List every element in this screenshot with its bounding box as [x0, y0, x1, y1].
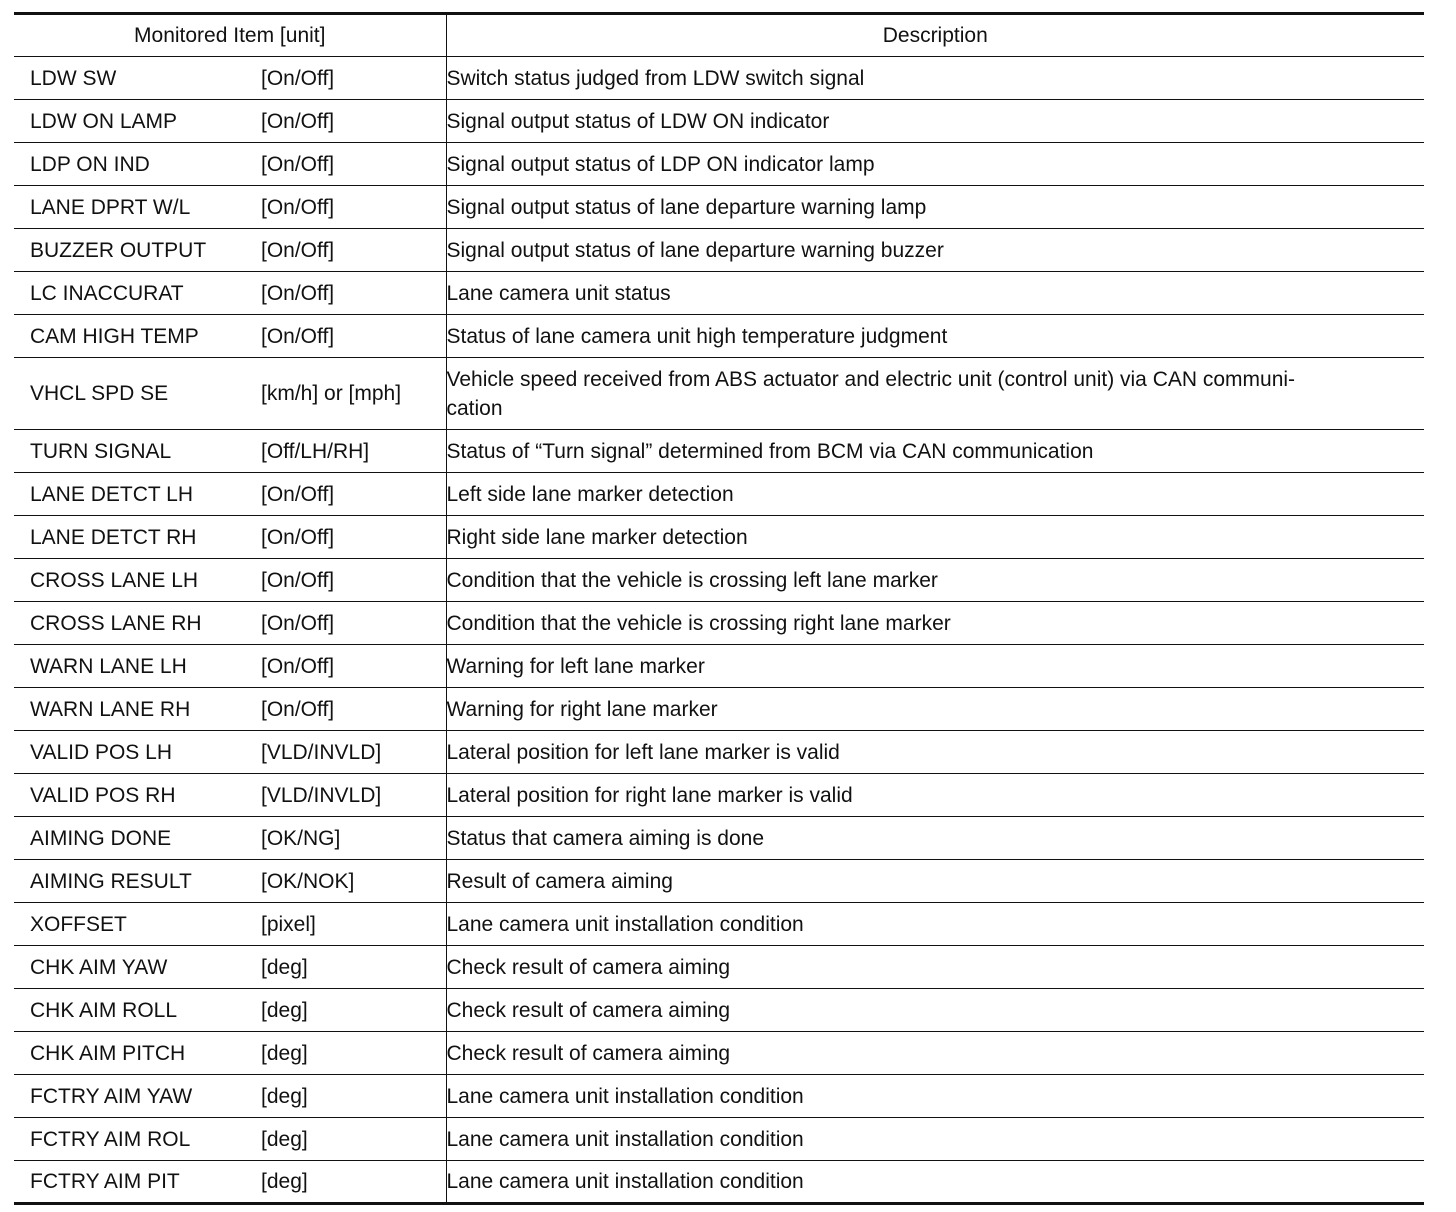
description-text: Signal output status of lane departure warning lamp	[446, 195, 927, 219]
table-row	[14, 602, 1424, 645]
monitored-item-cell	[14, 559, 446, 602]
item-unit: [km/h] or [mph]	[261, 382, 402, 405]
description-cell	[446, 559, 1424, 602]
item-name: FCTRY AIM ROL	[30, 1127, 191, 1151]
monitored-item-cell	[14, 186, 446, 229]
item-unit: [On/Off]	[261, 611, 335, 635]
table-row	[14, 100, 1424, 143]
description-cell	[446, 817, 1424, 860]
item-unit: [On/Off]	[261, 66, 335, 90]
monitored-item-cell	[14, 315, 446, 358]
description-text: Check result of camera aiming	[446, 998, 731, 1022]
monitored-item-cell	[14, 57, 446, 100]
monitored-item-cell	[14, 731, 446, 774]
monitored-item-cell	[14, 473, 446, 516]
item-name: AIMING DONE	[30, 826, 172, 850]
item-name: BUZZER OUTPUT	[30, 238, 207, 262]
monitored-item-cell	[14, 1032, 446, 1075]
description-text: Vehicle speed received from ABS actuator and electric unit (control unit) via CAN communi-	[446, 367, 1296, 391]
description-text: Lane camera unit installation condition	[446, 1084, 804, 1108]
monitored-item-cell	[14, 100, 446, 143]
monitored-item-cell	[14, 645, 446, 688]
item-unit: [On/Off]	[261, 482, 335, 506]
header-monitored-item: Monitored Item [unit]	[14, 14, 446, 57]
description-cell	[446, 1032, 1424, 1075]
monitored-item-cell	[14, 989, 446, 1032]
item-name: CHK AIM ROLL	[30, 998, 178, 1022]
description-text-continued: cation	[446, 396, 503, 420]
table-row	[14, 1161, 1424, 1204]
item-name: VALID POS LH	[30, 740, 172, 764]
item-unit: [On/Off]	[261, 281, 335, 305]
monitored-item-cell	[14, 430, 446, 473]
description-text: Condition that the vehicle is crossing right lane marker	[446, 611, 951, 635]
description-cell	[446, 989, 1424, 1032]
monitored-item-cell	[14, 1161, 446, 1204]
item-unit: [On/Off]	[261, 697, 335, 721]
item-name: WARN LANE LH	[30, 654, 187, 678]
description-cell	[446, 774, 1424, 817]
item-unit: [On/Off]	[261, 654, 335, 678]
table-row	[14, 186, 1424, 229]
description-cell	[446, 516, 1424, 559]
monitored-item-cell	[14, 143, 446, 186]
monitored-item-cell	[14, 516, 446, 559]
description-text: Right side lane marker detection	[446, 525, 748, 549]
description-text: Left side lane marker detection	[446, 482, 734, 506]
description-cell	[446, 946, 1424, 989]
table-row	[14, 272, 1424, 315]
table-row	[14, 430, 1424, 473]
item-unit: [On/Off]	[261, 525, 335, 549]
table-row	[14, 731, 1424, 774]
item-name: CAM HIGH TEMP	[30, 324, 199, 348]
monitored-item-cell	[14, 688, 446, 731]
table-row	[14, 1032, 1424, 1075]
description-text: Lateral position for left lane marker is valid	[446, 740, 840, 764]
description-cell	[446, 602, 1424, 645]
item-unit: [On/Off]	[261, 238, 335, 262]
item-unit: [deg]	[261, 1170, 308, 1193]
table-row	[14, 860, 1424, 903]
description-text: Switch status judged from LDW switch signal	[446, 66, 865, 90]
description-text: Lane camera unit installation condition	[446, 912, 804, 936]
item-unit: [VLD/INVLD]	[261, 740, 382, 764]
description-cell	[446, 57, 1424, 100]
item-name: CHK AIM YAW	[30, 955, 168, 979]
description-cell	[446, 1118, 1424, 1161]
description-text: Result of camera aiming	[446, 869, 673, 893]
description-text: Signal output status of lane departure warning buzzer	[446, 238, 944, 262]
table-row	[14, 645, 1424, 688]
item-name: CROSS LANE RH	[30, 611, 202, 635]
description-text: Condition that the vehicle is crossing left lane marker	[446, 568, 938, 592]
item-name: LDP ON IND	[30, 152, 150, 176]
item-name: LANE DETCT RH	[30, 525, 197, 549]
description-text: Warning for left lane marker	[446, 654, 705, 678]
table-row	[14, 1075, 1424, 1118]
monitored-item-cell	[14, 1075, 446, 1118]
description-cell	[446, 100, 1424, 143]
description-cell	[446, 358, 1424, 430]
description-text: Check result of camera aiming	[446, 955, 731, 979]
description-cell	[446, 315, 1424, 358]
item-unit: [On/Off]	[261, 568, 335, 592]
item-name: VALID POS RH	[30, 783, 176, 807]
item-unit: [pixel]	[261, 912, 316, 936]
description-cell	[446, 143, 1424, 186]
monitored-item-cell	[14, 1118, 446, 1161]
table-row	[14, 315, 1424, 358]
item-unit: [On/Off]	[261, 152, 335, 176]
description-cell	[446, 473, 1424, 516]
description-text: Lane camera unit status	[446, 281, 671, 305]
table-row	[14, 143, 1424, 186]
description-cell	[446, 860, 1424, 903]
item-unit: [deg]	[261, 1084, 308, 1108]
table-row	[14, 229, 1424, 272]
item-unit: [OK/NG]	[261, 826, 341, 850]
item-unit: [On/Off]	[261, 195, 335, 219]
table-row	[14, 946, 1424, 989]
monitored-item-cell	[14, 774, 446, 817]
monitored-item-cell	[14, 602, 446, 645]
table-row	[14, 1118, 1424, 1161]
description-text: Lane camera unit installation condition	[446, 1170, 804, 1193]
monitored-item-cell	[14, 946, 446, 989]
header-description: Description	[446, 14, 1424, 57]
item-unit: [On/Off]	[261, 324, 335, 348]
table-row	[14, 817, 1424, 860]
description-text: Check result of camera aiming	[446, 1041, 731, 1065]
item-name: LC INACCURAT	[30, 281, 184, 305]
item-unit: [On/Off]	[261, 109, 335, 133]
description-text: Status that camera aiming is done	[446, 826, 765, 850]
monitored-item-cell	[14, 860, 446, 903]
item-unit: [deg]	[261, 1127, 308, 1151]
description-cell	[446, 186, 1424, 229]
item-name: CHK AIM PITCH	[30, 1041, 186, 1065]
table-row	[14, 688, 1424, 731]
item-unit: [deg]	[261, 1041, 308, 1065]
item-name: XOFFSET	[30, 912, 127, 936]
table-row	[14, 989, 1424, 1032]
item-name: LDW ON LAMP	[30, 109, 178, 133]
table-row	[14, 559, 1424, 602]
monitored-item-cell	[14, 358, 446, 430]
description-text: Signal output status of LDP ON indicator lamp	[446, 152, 875, 176]
description-text: Warning for right lane marker	[446, 697, 718, 721]
description-cell	[446, 1161, 1424, 1204]
description-text: Signal output status of LDW ON indicator	[446, 109, 830, 133]
item-name: LDW SW	[30, 66, 117, 90]
description-cell	[446, 1075, 1424, 1118]
data-monitor-table	[14, 12, 1424, 1205]
table-row	[14, 903, 1424, 946]
description-cell	[446, 229, 1424, 272]
description-text: Lateral position for right lane marker is valid	[446, 783, 853, 807]
description-cell	[446, 731, 1424, 774]
table-row	[14, 774, 1424, 817]
item-name: WARN LANE RH	[30, 697, 191, 721]
description-cell	[446, 688, 1424, 731]
item-name: CROSS LANE LH	[30, 568, 199, 592]
table-row	[14, 358, 1424, 430]
item-name: LANE DPRT W/L	[30, 195, 191, 219]
item-unit: [OK/NOK]	[261, 869, 355, 893]
item-name: AIMING RESULT	[30, 869, 192, 893]
monitored-item-cell	[14, 903, 446, 946]
table-body	[14, 57, 1424, 1204]
description-cell	[446, 645, 1424, 688]
description-text: Lane camera unit installation condition	[446, 1127, 804, 1151]
item-unit: [Off/LH/RH]	[261, 439, 370, 463]
monitored-item-cell	[14, 817, 446, 860]
description-cell	[446, 272, 1424, 315]
monitored-item-cell	[14, 272, 446, 315]
table-row	[14, 57, 1424, 100]
description-cell	[446, 430, 1424, 473]
table-row	[14, 473, 1424, 516]
item-unit: [deg]	[261, 998, 308, 1022]
item-name: LANE DETCT LH	[30, 482, 193, 506]
table-row	[14, 516, 1424, 559]
item-name: VHCL SPD SE	[30, 382, 169, 405]
description-cell	[446, 903, 1424, 946]
monitored-item-cell	[14, 229, 446, 272]
item-name: TURN SIGNAL	[30, 439, 172, 463]
item-unit: [deg]	[261, 955, 308, 979]
description-text: Status of lane camera unit high temperature judgment	[446, 324, 948, 348]
description-text: Status of “Turn signal” determined from BCM via CAN communication	[446, 439, 1094, 463]
item-unit: [VLD/INVLD]	[261, 783, 382, 807]
table-header-row	[14, 14, 1424, 57]
item-name: FCTRY AIM PIT	[30, 1170, 180, 1193]
item-name: FCTRY AIM YAW	[30, 1084, 193, 1108]
